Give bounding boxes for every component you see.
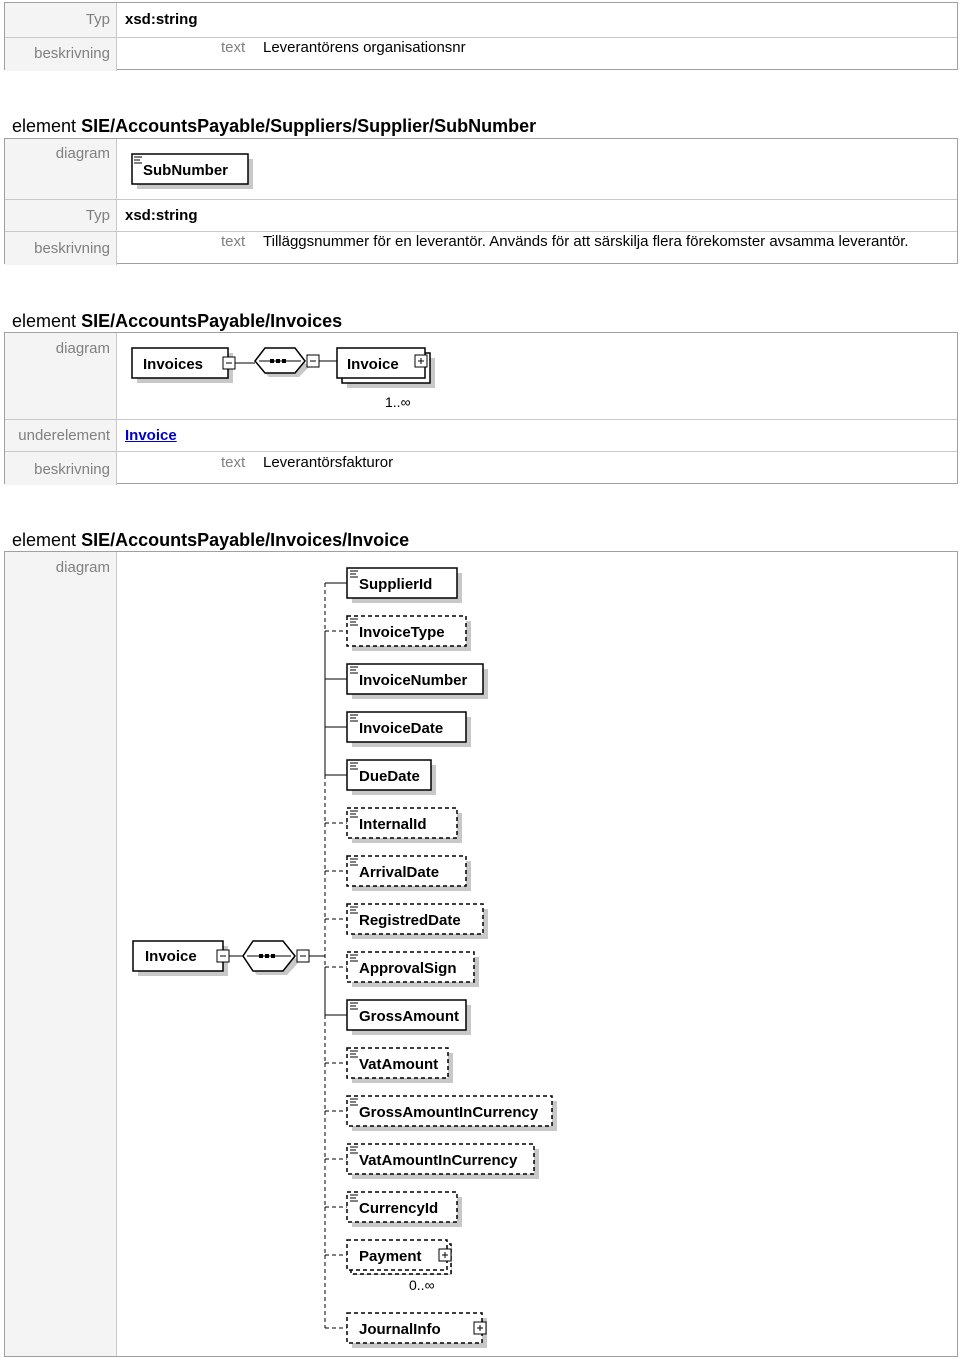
expand-icon[interactable] [439,1249,451,1261]
invoices-table [4,332,958,484]
child-element-invoicenumber [325,664,488,699]
ann-value: Leverantörens organisationsnr [263,39,466,56]
node-label: SubNumber [143,162,229,179]
child-element-grossamountincurrency [325,1096,557,1131]
type-label: Typ [85,207,110,224]
child-label: CurrencyId [359,1200,439,1217]
child-element-journalinfo [325,1313,487,1348]
diagram-label: diagram [55,145,110,162]
child-element-duedate [325,760,436,795]
diagram-label: diagram [55,559,110,576]
child-cardinality: 1..∞ [385,394,411,410]
child-element-vatamount [325,1048,453,1083]
section-title-invoice: element SIE/AccountsPayable/Invoices/Invoice [12,530,410,550]
child-label: InvoiceNumber [359,672,468,689]
child-element-invoicetype [325,616,471,651]
invoice-diagram [125,552,685,1356]
type-value: xsd:string [125,207,198,224]
invoice-table [4,551,958,1357]
diagram-label: diagram [55,340,110,357]
desc-row [5,37,957,71]
child-label: JournalInfo [359,1321,441,1338]
type-row [5,199,957,232]
subnumber-diagram [125,149,265,193]
ann-key: text [221,454,246,471]
child-label: SupplierId [359,576,433,593]
section-title-invoices: element SIE/AccountsPayable/Invoices [12,311,343,331]
children-row [5,419,957,452]
ann-value: Leverantörsfakturor [263,454,394,471]
sub-label: underelement [18,427,110,444]
diagram-row [5,552,957,1356]
child-label: InvoiceType [359,624,445,641]
child-element-grossamount [325,1000,471,1035]
node-label: Invoices [143,356,204,373]
child-element-invoicedate [325,712,471,747]
type-row [5,3,957,37]
element-path: SIE/AccountsPayable/Invoices [81,311,343,331]
child-label: InternalId [359,816,427,833]
subnumber-table [4,138,958,264]
child-link-invoice[interactable]: Invoice [125,427,177,444]
desc-label: beskrivning [34,240,110,257]
child-label: VatAmountInCurrency [359,1152,518,1169]
child-label: DueDate [359,768,420,785]
child-element-arrivaldate [325,856,471,891]
ann-key: text [221,39,246,56]
child-element-currencyid [325,1192,462,1227]
child-label: VatAmount [359,1056,439,1073]
desc-row [5,231,957,265]
diagram-row [5,333,957,419]
child-element-supplierid [325,568,462,603]
type-label: Typ [85,11,110,28]
child-label: Payment [359,1248,422,1265]
root-node-label: Invoice [145,948,197,965]
diagram-row [5,139,957,199]
block1-table [4,2,958,70]
child-element-vatamountincurrency [325,1144,539,1179]
desc-label: beskrivning [34,461,110,478]
child-label: RegistredDate [359,912,461,929]
child-element-payment [325,1240,452,1293]
type-value: xsd:string [125,11,198,28]
child-label: InvoiceDate [359,720,444,737]
desc-row [5,451,957,485]
invoices-diagram [125,343,445,415]
section-title-subnumber: element SIE/AccountsPayable/Suppliers/Supplier/SubNumber [12,116,537,136]
child-label: ArrivalDate [359,864,440,881]
child-element-internalid [325,808,462,843]
child-label: GrossAmount [359,1008,460,1025]
element-path: SIE/AccountsPayable/Invoices/Invoice [81,530,410,550]
element-path: SIE/AccountsPayable/Suppliers/Supplier/SubNumber [81,116,537,136]
child-label: ApprovalSign [359,960,457,977]
child-cardinality: 0..∞ [409,1277,435,1293]
child-node-label: Invoice [347,356,399,373]
child-element-registreddate [325,904,488,939]
expand-icon[interactable] [474,1322,486,1334]
child-element-approvalsign [325,952,479,987]
ann-key: text [221,233,246,250]
desc-label: beskrivning [34,45,110,62]
child-label: GrossAmountInCurrency [359,1104,539,1121]
ann-value: Tilläggsnummer för en leverantör. Används för att särskilja flera förekomster avsamma leverantör. [263,233,909,250]
